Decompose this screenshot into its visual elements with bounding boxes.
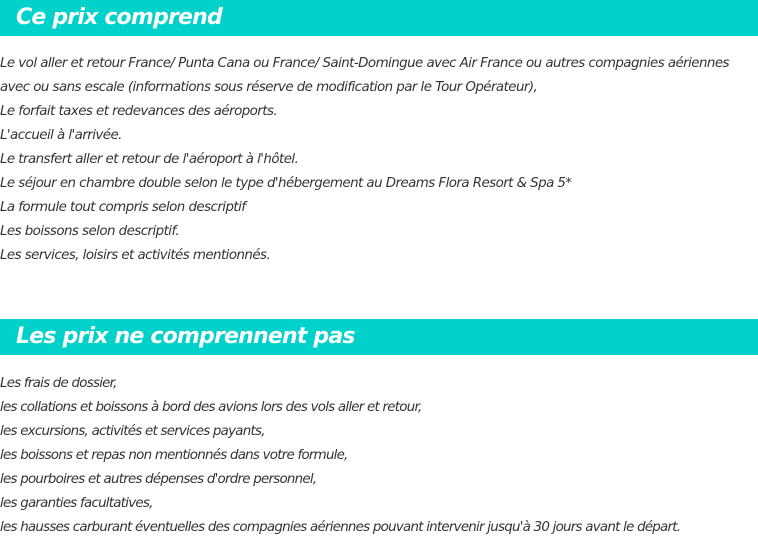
list-item: les boissons et repas non mentionnés dans votre formule,: [0, 448, 348, 463]
list-item: Le forfait taxes et redevances des aéroports.: [0, 104, 278, 119]
list-item: Les boissons selon descriptif.: [0, 224, 180, 239]
list-item: les collations et boissons à bord des avions lors des vols aller et retour,: [0, 400, 422, 415]
excluded-list: [0, 372, 758, 540]
list-item: Le vol aller et retour France/ Punta Cana ou France/ Saint-Domingue avec Air France ou autres compagnies aériennes: [0, 56, 729, 71]
included-list: [0, 52, 758, 268]
list-item: les excursions, activités et services payants,: [0, 424, 265, 439]
list-item: avec ou sans escale (informations sous réserve de modification par le Tour Opérateur),: [0, 80, 538, 95]
list-item: La formule tout compris selon descriptif: [0, 200, 246, 215]
list-item: Le transfert aller et retour de l'aéroport à l'hôtel.: [0, 152, 299, 167]
list-item: L'accueil à l'arrivée.: [0, 128, 122, 143]
list-item: les hausses carburant éventuelles des compagnies aériennes pouvant intervenir jusqu'à 30 jours avant le départ.: [0, 520, 681, 535]
list-item: Le séjour en chambre double selon le type d'hébergement au Dreams Flora Resort & Spa 5*: [0, 176, 572, 191]
list-item: les garanties facultatives,: [0, 496, 153, 511]
list-item: les pourboires et autres dépenses d'ordre personnel,: [0, 472, 317, 487]
section-header-included: [0, 0, 758, 36]
section-title-included: Ce prix comprend: [16, 5, 222, 30]
section-header-excluded: [0, 319, 758, 355]
section-title-excluded: Les prix ne comprennent pas: [16, 324, 355, 349]
list-item: Les frais de dossier,: [0, 376, 117, 391]
list-item: Les services, loisirs et activités mentionnés.: [0, 248, 271, 263]
